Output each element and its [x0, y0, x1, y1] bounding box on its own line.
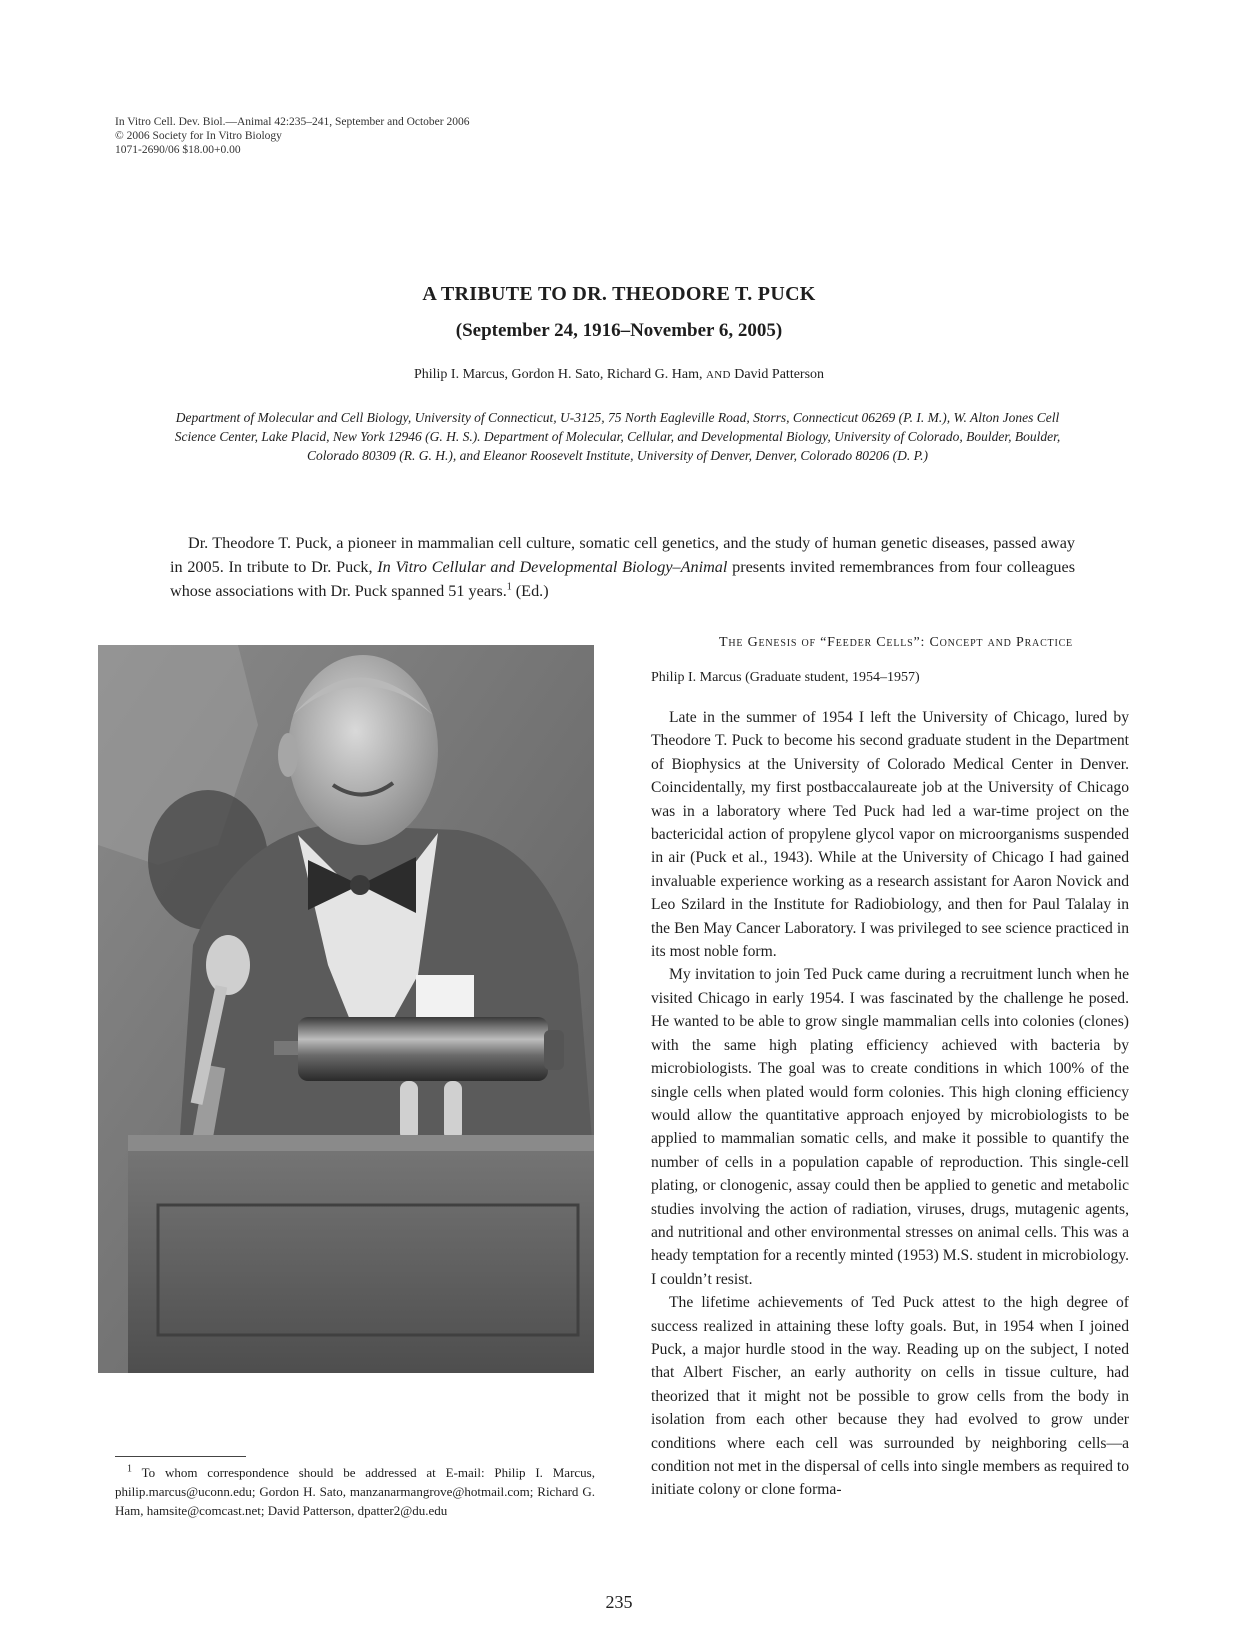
footnote-mark: 1 [127, 1463, 132, 1475]
body-paragraph: Late in the summer of 1954 I left the University of Chicago, lured by Theodore T. Puck to become his second graduate student in the Department of Biophysics at the University of Colorado Medical Center in Denver. Coincidentally, my first postbaccalaureate job at the University of Chicago was in a laboratory where Ted Puck had led a war-time project on the bactericidal action of propylene glycol vapor on microorganisms suspended in air (Puck et al., 1943). While at the University of Chicago I had gained invaluable experience working as a research assistant for Aaron Novick and Leo Szilard in the Institute for Radiobiology, and then for Paul Talalay in the Ben May Cancer Laboratory. I was privileged to see science practiced in its most noble form. [651, 709, 1129, 961]
article-title: A TRIBUTE TO DR. THEODORE T. PUCK [422, 283, 816, 305]
body-paragraph: The lifetime achievements of Ted Puck attest to the high degree of success realized in attaining these lofty goals. But, in 1954 when I joined Puck, a major hurdle stood in the way. Reading up on the subject, I noted that Albert Fischer, an early authority on cells in tissue culture, had theorized that it might not be possible to grow cells from the body in isolation from each other because they had evolved to grow under conditions where each cell was surrounded by neighboring cells—a condition not met in the dispersal of cells into single members as required to initiate colony or clone forma- [651, 1294, 1129, 1499]
journal-header [115, 115, 469, 157]
article-affiliations: Department of Molecular and Cell Biology, University of Connecticut, U-3125, 75 North Eagleville Road, Storrs, Connecticut 06269 (P. I. M.), W. Alton Jones Cell Science Center, Lake Placid, New York 12946 (G. H. S.). Department of Molecular, Cellular, and Developmental Biology, University of Colorado, Boulder, Boulder, Colorado 80309 (R. G. H.), and Eleanor Roosevelt Institute, University of Denver, Denver, Colorado 80206 (D. P.) [174, 410, 1061, 463]
journal-copyright: © 2006 Society for In Vitro Biology [115, 130, 282, 142]
page-number: 235 [605, 1592, 633, 1612]
section-heading: The Genesis of “Feeder Cells”: Concept and Practice [719, 635, 1073, 650]
footnote [115, 1463, 595, 1520]
intro-text-3: (Ed.) [511, 582, 549, 600]
journal-citation: In Vitro Cell. Dev. Biol.—Animal 42:235–241, September and October 2006 [115, 116, 470, 128]
body-paragraph: My invitation to join Ted Puck came during a recruitment lunch when he visited Chicago in early 1954. I was fascinated by the challenge he posed. He wanted to be able to grow single mammalian cells into colonies (clones) with the same high plating efficiency achieved with bacteria by microbiologists. The goal was to create conditions in which 100% of the single cells when plated would form colonies. This high cloning efficiency would allow the quantitative approach enjoyed by microbiologists to be applied to mammalian somatic cells, and make it possible to quantify the number of cells in a population capable of reproduction. This single-cell plating, or clonogenic, assay could then be applied to genetic and metabolic studies involving the action of radiation, viruses, drugs, mutagenic agents, and nutritional and other environmental stresses on animal cells. This was a heady temptation for a recently minted (1953) M.S. student in microbiology. I couldn’t resist. [651, 966, 1129, 1288]
section-body [651, 706, 1129, 1502]
intro-journal-name: In Vitro Cellular and Developmental Biology–Animal [377, 558, 728, 576]
authors-and: AND [705, 369, 731, 381]
portrait-photo [98, 645, 594, 1373]
footnote-text: To whom correspondence should be addressed at E-mail: Philip I. Marcus, philip.marcus@uconn.edu; Gordon H. Sato, manzanarmangrove@hotmail.com; Richard G. Ham, hamsite@comcast.net; David Patterson, dpatter2@du.edu [115, 1465, 595, 1518]
article-subtitle: (September 24, 1916–November 6, 2005) [455, 320, 783, 341]
footnote-divider [115, 1456, 246, 1457]
article-authors [0, 367, 1238, 383]
intro-paragraph [170, 531, 1075, 603]
intro-footnote-mark: 1 [506, 581, 512, 593]
journal-issn: 1071-2690/06 $18.00+0.00 [115, 144, 241, 156]
authors-prefix: Philip I. Marcus, Gordon H. Sato, Richard G. Ham, [413, 367, 703, 382]
intro-text-2: presents invited remembrances from four colleagues whose associations with Dr. Puck spanned 51 years. [170, 558, 1076, 600]
authors-last: David Patterson [734, 367, 825, 382]
section-author: Philip I. Marcus (Graduate student, 1954–1957) [651, 670, 920, 685]
intro-text-1: Dr. Theodore T. Puck, a pioneer in mammalian cell culture, somatic cell genetics, and the study of human genetic diseases, passed away in 2005. In tribute to Dr. Puck, [170, 534, 1075, 576]
portrait-photo-drawing [98, 645, 594, 1373]
